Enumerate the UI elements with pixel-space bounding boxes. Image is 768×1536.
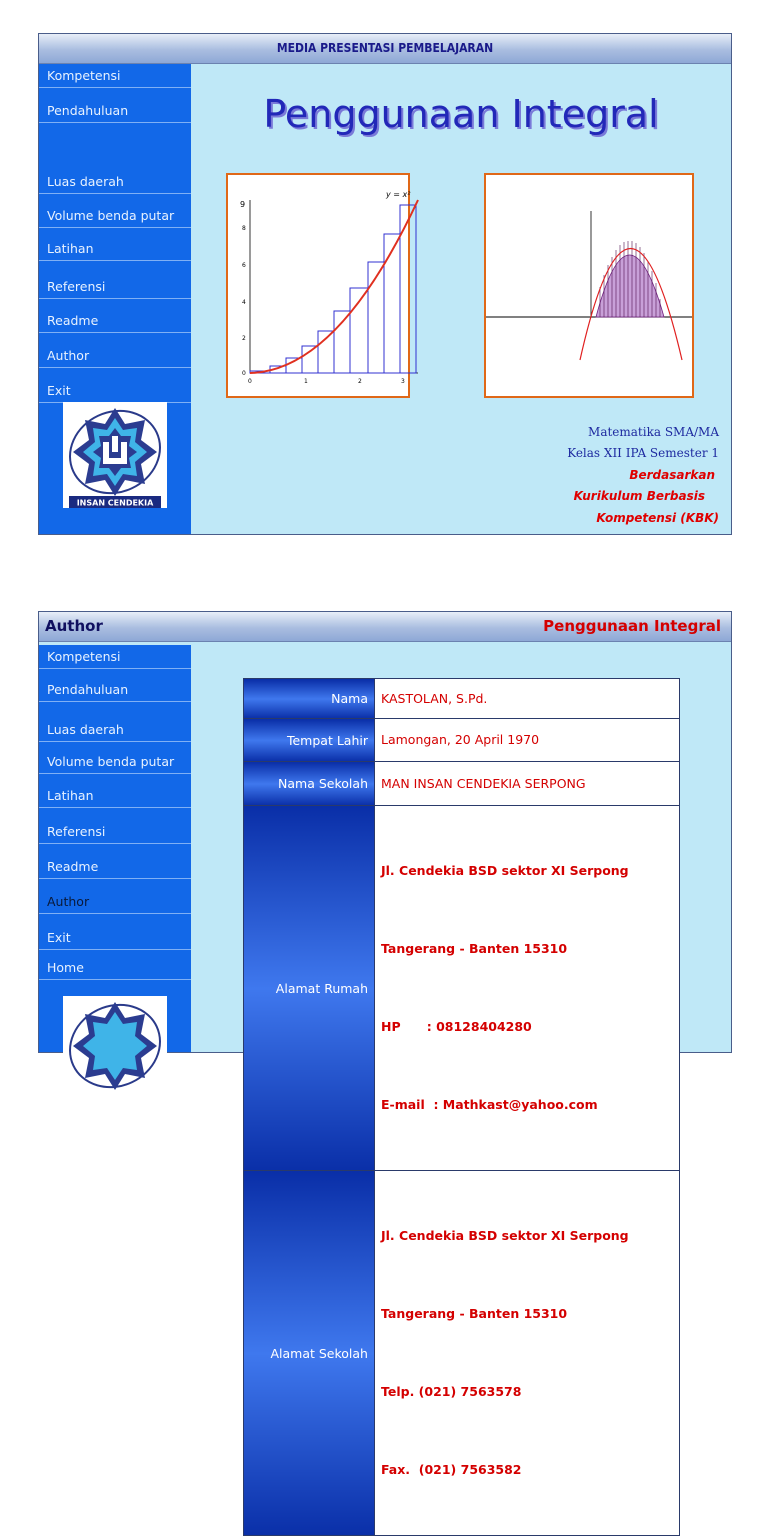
y-tick-0: 0 <box>242 370 246 377</box>
author-slide <box>38 611 732 1477</box>
x-tick-3: 3 <box>401 378 405 385</box>
row-label: Alamat Sekolah <box>244 1171 375 1536</box>
slide-header <box>39 612 731 642</box>
x-tick-2: 2 <box>358 378 362 385</box>
menu-item-referensi[interactable]: Referensi <box>39 275 191 299</box>
title-slide <box>38 33 732 535</box>
value-line: Jl. Cendekia BSD sektor XI Serpong <box>381 863 629 878</box>
menu-item-pendahuluan[interactable]: Pendahuluan <box>39 99 191 123</box>
row-label: Tempat Lahir <box>244 719 375 762</box>
row-value <box>375 1171 680 1536</box>
table-row <box>244 806 680 1171</box>
insan-cendekia-logo <box>63 402 167 508</box>
menu-item-volume-benda-putar[interactable]: Volume benda putar <box>39 204 191 228</box>
menu-item-author[interactable]: Author <box>39 344 191 368</box>
y-tick-6: 6 <box>242 262 246 269</box>
value-line: Lamongan, 20 April 1970 <box>381 732 540 747</box>
table-row <box>244 719 680 762</box>
curve-label: y = x² <box>386 190 411 199</box>
y-tick-2: 2 <box>242 335 246 342</box>
value-line: Telp. (021) 7563578 <box>381 1384 522 1399</box>
value-line: MAN INSAN CENDEKIA SERPONG <box>381 775 586 791</box>
menu-item-luas-daerah[interactable]: Luas daerah <box>39 170 191 194</box>
value-line: E-mail : Mathkast@yahoo.com <box>381 1097 598 1112</box>
parabola-area-graph <box>484 173 694 398</box>
author-info-table <box>243 678 680 1536</box>
value-line: Tangerang - Banten 15310 <box>381 941 568 956</box>
table-row <box>244 1171 680 1536</box>
row-label: Alamat Rumah <box>244 806 375 1171</box>
value-line: KASTOLAN, S.Pd. <box>381 690 488 706</box>
x-tick-0: 0 <box>248 378 252 385</box>
menu-item-exit[interactable]: Exit <box>39 926 191 950</box>
menu-item-home[interactable]: Home <box>39 956 191 980</box>
menu-item-latihan[interactable]: Latihan <box>39 237 191 261</box>
menu-item-kompetensi[interactable]: Kompetensi <box>39 645 191 669</box>
menu-item-readme[interactable]: Readme <box>39 855 191 879</box>
info-class: Kelas XII IPA Semester 1 <box>567 446 719 460</box>
y-tick-4: 4 <box>242 299 246 306</box>
riemann-sum-graph <box>226 173 410 398</box>
menu-item-author[interactable]: Author <box>39 890 191 914</box>
menu-item-readme[interactable]: Readme <box>39 309 191 333</box>
menu-item-pendahuluan[interactable]: Pendahuluan <box>39 678 191 702</box>
row-label: Nama Sekolah <box>244 762 375 806</box>
y-tick-9: 9 <box>240 200 246 209</box>
info-kbk: Kompetensi (KBK) <box>596 511 719 525</box>
y-tick-8: 8 <box>242 225 246 232</box>
value-line: Tangerang - Banten 15310 <box>381 1306 568 1321</box>
row-value <box>375 762 680 806</box>
header-section-title: Author <box>45 617 103 635</box>
value-line: Fax. (021) 7563582 <box>381 1462 522 1477</box>
row-value <box>375 719 680 762</box>
menu-item-exit[interactable]: Exit <box>39 379 191 403</box>
table-row <box>244 762 680 806</box>
header-topic-title: Penggunaan Integral <box>543 617 721 635</box>
info-curriculum: Kurikulum Berbasis <box>573 489 705 503</box>
sidebar-menu <box>39 64 191 534</box>
menu-item-referensi[interactable]: Referensi <box>39 820 191 844</box>
menu-item-luas-daerah[interactable]: Luas daerah <box>39 718 191 742</box>
value-line: HP : 08128404280 <box>381 1019 532 1034</box>
menu-item-kompetensi[interactable]: Kompetensi <box>39 64 191 88</box>
menu-item-volume-benda-putar[interactable]: Volume benda putar <box>39 750 191 774</box>
info-subject: Matematika SMA/MA <box>588 425 719 439</box>
header-title: MEDIA PRESENTASI PEMBELAJARAN <box>276 41 494 55</box>
row-label: Nama <box>244 679 375 719</box>
x-tick-1: 1 <box>304 378 308 385</box>
table-row <box>244 679 680 719</box>
menu-item-latihan[interactable]: Latihan <box>39 784 191 808</box>
value-line: Jl. Cendekia BSD sektor XI Serpong <box>381 1228 629 1243</box>
page-title: Penggunaan Integral <box>263 92 659 136</box>
logo-text: INSAN CENDEKIA <box>76 498 154 508</box>
insan-cendekia-logo <box>63 996 167 1102</box>
slide-header <box>39 34 731 64</box>
row-value <box>375 806 680 1171</box>
sidebar-menu <box>39 645 191 1052</box>
info-based-on: Berdasarkan <box>629 468 715 482</box>
row-value <box>375 679 680 719</box>
